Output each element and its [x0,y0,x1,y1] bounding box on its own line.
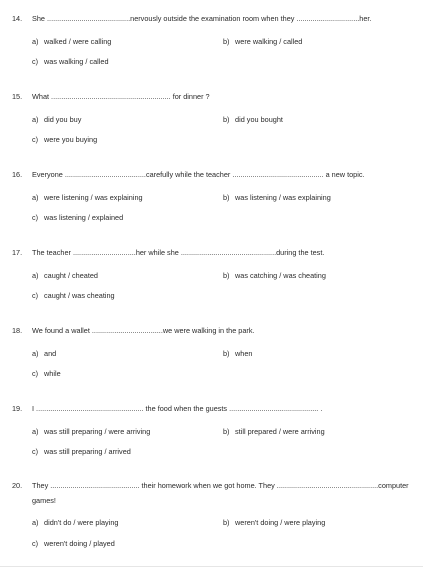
option-label: c) [32,213,39,222]
option-c[interactable] [32,369,61,379]
option-text: were you buying [44,135,98,144]
option-text: caught / was cheating [44,291,115,300]
question-text: I ..................................................... the food when the guests ............................................ . [32,404,323,413]
option-label: a) [32,115,39,124]
option-c[interactable] [32,539,115,549]
question-text: They ............................................ their homework when we got home. They ..................................................computer games! [32,481,409,505]
option-label: a) [32,271,39,280]
option-text: was still preparing / arrived [44,447,131,456]
option-text: caught / cheated [44,271,98,280]
option-text: while [44,369,61,378]
option-text: didn't do / were playing [44,518,119,527]
option-label: a) [32,37,39,46]
option-text: did you bought [235,115,283,124]
option-b[interactable] [223,193,331,203]
option-text: weren't doing / were playing [235,518,326,527]
question-text: Everyone ........................................carefully while the teacher ............................................. a new topic. [32,170,365,179]
option-label: c) [32,57,39,66]
option-label: c) [32,135,39,144]
option-b[interactable] [223,427,325,437]
option-b[interactable] [223,37,302,47]
question-number: 18. [12,326,23,335]
option-label: b) [223,115,230,124]
option-text: were listening / was explaining [44,193,143,202]
option-b[interactable] [223,349,252,359]
option-label: c) [32,291,39,300]
option-a[interactable] [32,349,56,359]
option-c[interactable] [32,57,109,67]
option-label: b) [223,518,230,527]
option-c[interactable] [32,135,97,145]
option-label: b) [223,271,230,280]
question-text: What ........................................................... for dinner ? [32,92,210,101]
option-text: still prepared / were arriving [235,427,325,436]
option-label: a) [32,518,39,527]
option-a[interactable] [32,518,118,528]
bottom-divider [0,566,423,567]
option-label: b) [223,193,230,202]
option-label: b) [223,427,230,436]
question-text: The teacher ...............................her while she ...............................................during the test. [32,248,325,257]
question-number: 17. [12,248,23,257]
option-text: was listening / was explaining [235,193,331,202]
option-text: when [235,349,253,358]
option-b[interactable] [223,115,283,125]
option-a[interactable] [32,37,111,47]
option-label: c) [32,539,39,548]
option-text: weren't doing / played [44,539,115,548]
question-text: She .........................................nervously outside the examination room when they ...............................her. [32,14,372,23]
option-a[interactable] [32,271,98,281]
option-label: c) [32,369,39,378]
option-c[interactable] [32,447,131,457]
option-a[interactable] [32,193,143,203]
question-number: 16. [12,170,23,179]
option-text: was catching / was cheating [235,271,326,280]
option-a[interactable] [32,115,81,125]
question-number: 15. [12,92,23,101]
question-number: 19. [12,404,23,413]
option-c[interactable] [32,213,123,223]
option-label: b) [223,37,230,46]
option-text: was listening / explained [44,213,124,222]
option-a[interactable] [32,427,150,437]
option-text: was still preparing / were arriving [44,427,151,436]
question-text: We found a wallet ...................................we were walking in the park. [32,326,255,335]
option-c[interactable] [32,291,115,301]
question-number: 14. [12,14,23,23]
option-label: a) [32,193,39,202]
option-text: and [44,349,57,358]
option-label: c) [32,447,39,456]
option-text: did you buy [44,115,82,124]
option-text: walked / were calling [44,37,112,46]
question-number: 20. [12,481,23,490]
option-label: a) [32,349,39,358]
option-b[interactable] [223,271,326,281]
option-label: b) [223,349,230,358]
option-text: were walking / called [235,37,303,46]
option-b[interactable] [223,518,325,528]
option-text: was walking / called [44,57,109,66]
option-label: a) [32,427,39,436]
